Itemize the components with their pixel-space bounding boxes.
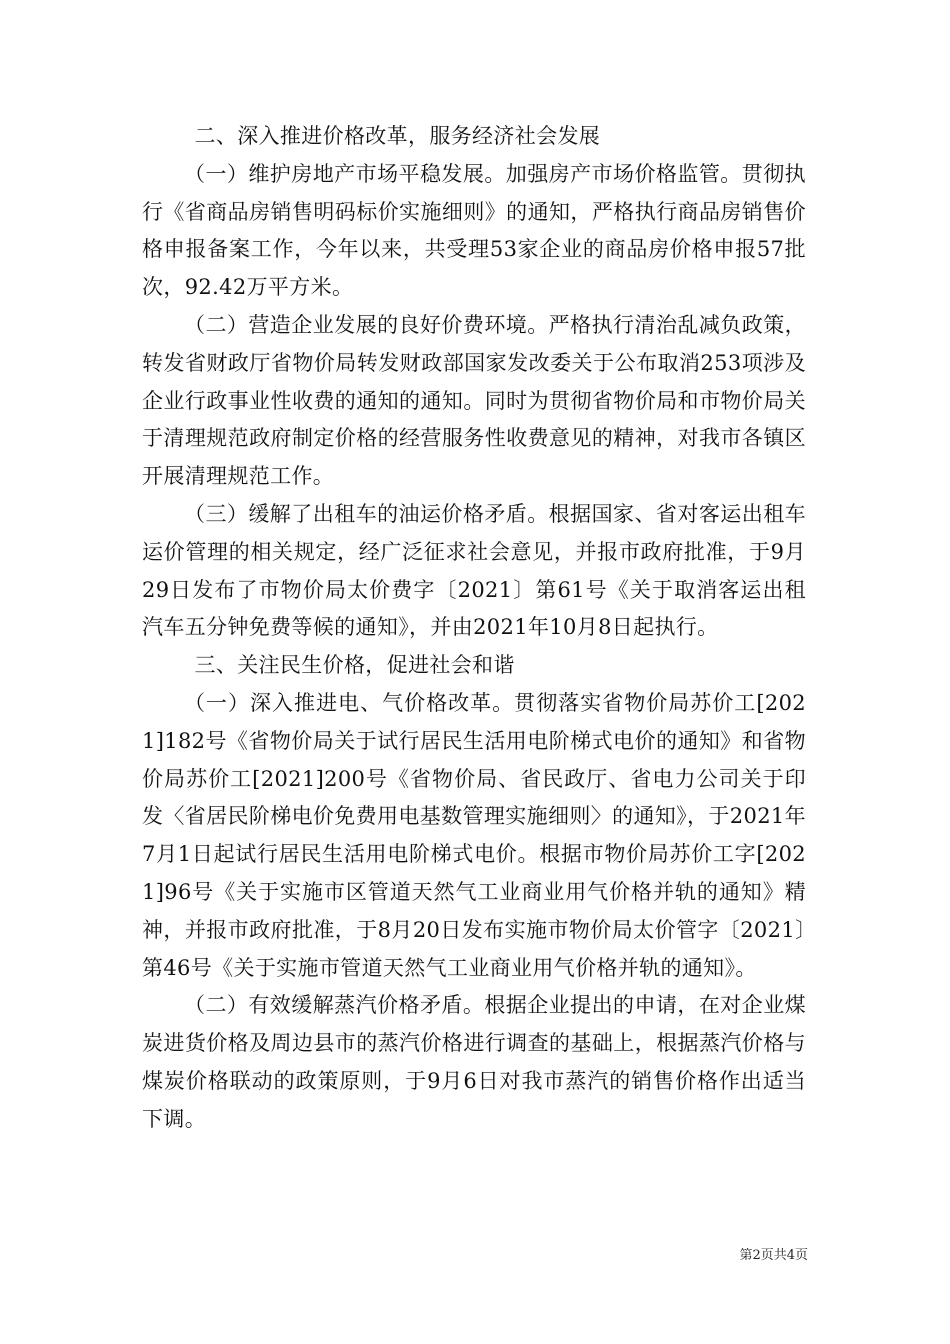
section-heading-2: 二、深入推进价格改革，服务经济社会发展 bbox=[194, 124, 601, 148]
paragraph-3-1: （一）深入推进电、气价格改革。贯彻落实省物价局苏价工[2021]182号《省物价局关于试行居民生活用电阶梯式电价的通知》和省物价局苏价工[2021]200号《省物价局、省民政厅、省电力公司关于印发〈省居民阶梯电价免费用电基数管理实施细则〉的通知》，于2021年7月1日起试行居民生活用电阶梯式电价。根据市物价局苏价工字[2021]96号《关于实施市区管道天然气工业商业用气价格并轨的通知》精神，并报市政府批准，于8月20日发布实施市物价局太价管字〔2021〕第46号《关于实施市管道天然气工业商业用气价格并轨的通知》。 bbox=[142, 690, 806, 980]
paragraph-2-1: （一）维护房地产市场平稳发展。加强房产市场价格监管。贯彻执行《省商品房销售明码标价实施细则》的通知，严格执行商品房销售价格申报备案工作，今年以来，共受理53家企业的商品房价格申报57批次，92.42万平方米。 bbox=[142, 161, 806, 300]
paragraph-2-2: （二）营造企业发展的良好价费环境。严格执行清治乱减负政策，转发省财政厅省物价局转发财政部国家发改委关于公布取消253项涉及企业行政事业性收费的通知的通知。同时为贯彻省物价局和市物价局关于清理规范政府制定价格的经营服务性收费意见的精神，对我市各镇区开展清理规范工作。 bbox=[142, 312, 806, 489]
page-number: 第2页共4页 bbox=[739, 1248, 808, 1263]
paragraph-3-2: （二）有效缓解蒸汽价格矛盾。根据企业提出的申请，在对企业煤炭进货价格及周边县市的蒸汽价格进行调查的基础上，根据蒸汽价格与煤炭价格联动的政策原则，于9月6日对我市蒸汽的销售价格作出适当下调。 bbox=[142, 993, 806, 1131]
document-body bbox=[142, 118, 806, 1139]
section-heading-3: 三、关注民生价格，促进社会和谐 bbox=[194, 653, 515, 678]
paragraph-2-3: （三）缓解了出租车的油运价格矛盾。根据国家、省对客运出租车运价管理的相关规定，经广泛征求社会意见，并报市政府批准，于9月29日发布了市物价局太价费字〔2021〕第61号《关于取消客运出租汽车五分钟免费等候的通知》，并由2021年10月8日起执行。 bbox=[142, 501, 806, 640]
